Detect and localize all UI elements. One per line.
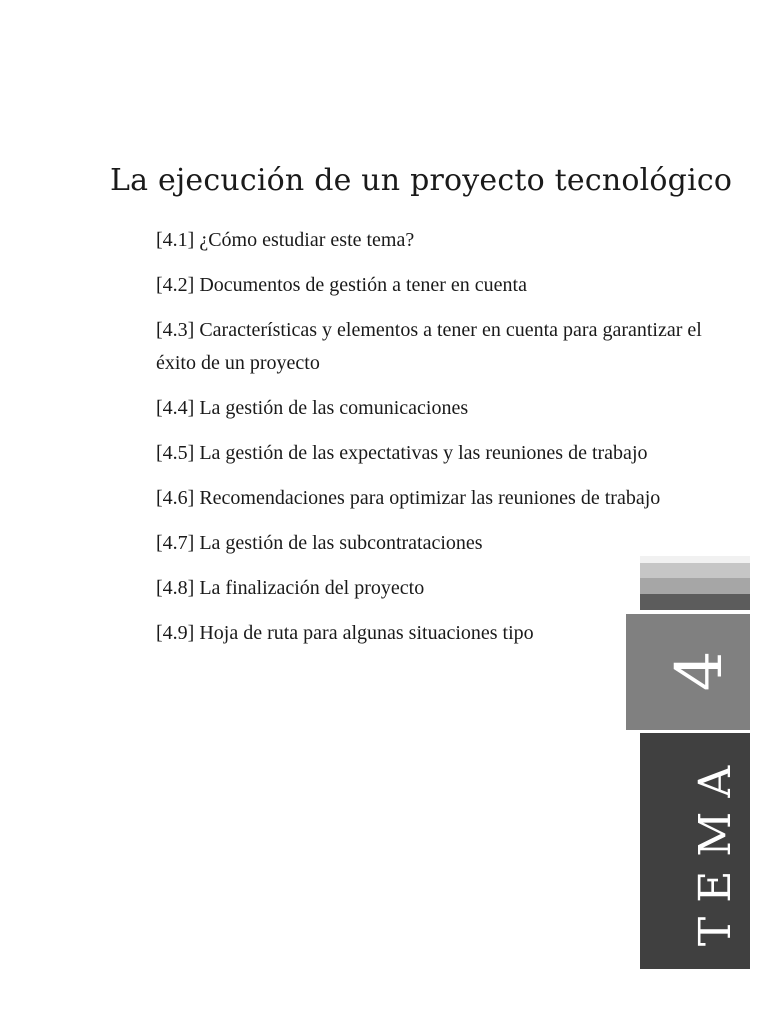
tab-stripe-medium (640, 578, 750, 594)
toc-item-4-8: [4.8] La finalización del proyecto (156, 577, 425, 599)
chapter-number: 4 (663, 650, 737, 692)
toc-item-4-1: [4.1] ¿Cómo estudiar este tema? (156, 229, 415, 251)
toc-item-4-7: [4.7] La gestión de las subcontrataciones (156, 532, 483, 554)
toc-item-4-2: [4.2] Documentos de gestión a tener en cuenta (156, 274, 527, 296)
tab-stripe-light (640, 563, 750, 578)
toc-item-4-3: [4.3] Características y elementos a tener en cuenta para garantizar el éxito de un proyecto (156, 319, 702, 374)
toc-item-4-9: [4.9] Hoja de ruta para algunas situaciones tipo (156, 622, 534, 644)
tab-stripe-dark (640, 594, 750, 610)
toc-item-4-6: [4.6] Recomendaciones para optimizar las reuniones de trabajo (156, 487, 661, 509)
tab-stripe-lightest (640, 556, 750, 563)
toc-item-4-4: [4.4] La gestión de las comunicaciones (156, 397, 469, 419)
toc-item-4-5: [4.5] La gestión de las expectativas y las reuniones de trabajo (156, 442, 648, 464)
page-title: La ejecución de un proyecto tecnológico (110, 163, 733, 198)
chapter-label: TEMA (689, 751, 741, 947)
